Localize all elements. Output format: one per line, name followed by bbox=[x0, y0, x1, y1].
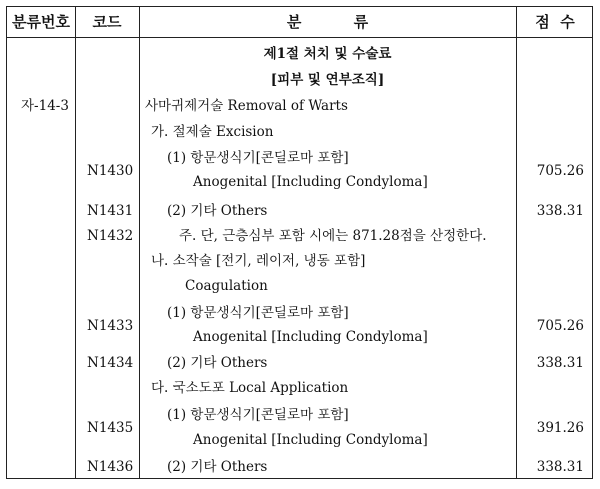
section-subtitle: [피부 및 연부조직] bbox=[270, 72, 385, 88]
group-coagulation: 나. 소작술 [전기, 레이저, 냉동 포함] bbox=[151, 253, 366, 269]
code-cell: N1431 bbox=[87, 203, 134, 219]
row-label: (1) 항문생식기[콘딜로마 포함] bbox=[167, 305, 349, 321]
header-score: 점 수 bbox=[535, 13, 575, 31]
header-divider bbox=[7, 37, 592, 38]
code-cell: N1435 bbox=[87, 420, 134, 436]
score-cell: 338.31 bbox=[536, 459, 584, 475]
section-title: 제1절 처치 및 수술료 bbox=[263, 46, 392, 62]
row-label: (2) 기타 Others bbox=[167, 459, 268, 475]
column-divider bbox=[75, 7, 76, 478]
group-local-application: 다. 국소도포 Local Application bbox=[151, 380, 349, 396]
classification-number: 자-14-3 bbox=[21, 98, 69, 114]
score-cell: 338.31 bbox=[536, 203, 584, 219]
code-cell: N1432 bbox=[87, 228, 134, 244]
score-cell: 391.26 bbox=[536, 420, 584, 436]
row-label: (2) 기타 Others bbox=[167, 355, 268, 371]
code-cell: N1430 bbox=[87, 163, 134, 179]
header-classification-no: 분류번호 bbox=[12, 13, 70, 31]
row-label-en: Anogenital [Including Condyloma] bbox=[193, 329, 428, 345]
row-label-en: Anogenital [Including Condyloma] bbox=[193, 174, 428, 190]
group-excision: 가. 절제술 Excision bbox=[151, 124, 274, 140]
row-label: (1) 항문생식기[콘딜로마 포함] bbox=[167, 150, 349, 166]
fee-schedule-table bbox=[6, 6, 593, 479]
column-divider bbox=[516, 7, 517, 478]
code-cell: N1433 bbox=[87, 318, 134, 334]
row-label-en: Anogenital [Including Condyloma] bbox=[193, 432, 428, 448]
code-cell: N1436 bbox=[87, 459, 134, 475]
row-label: (1) 항문생식기[콘딜로마 포함] bbox=[167, 407, 349, 423]
score-cell: 338.31 bbox=[536, 355, 584, 371]
note-text: 주. 단, 근층심부 포함 시에는 871.28점을 산정한다. bbox=[179, 228, 487, 244]
header-code: 코드 bbox=[92, 13, 122, 31]
item-title: 사마귀제거술 Removal of Warts bbox=[145, 98, 348, 114]
score-cell: 705.26 bbox=[536, 318, 584, 334]
code-cell: N1434 bbox=[87, 355, 134, 371]
score-cell: 705.26 bbox=[536, 163, 584, 179]
header-category: 분 류 bbox=[286, 13, 369, 31]
row-label: (2) 기타 Others bbox=[167, 203, 268, 219]
group-coagulation-en: Coagulation bbox=[185, 278, 268, 294]
